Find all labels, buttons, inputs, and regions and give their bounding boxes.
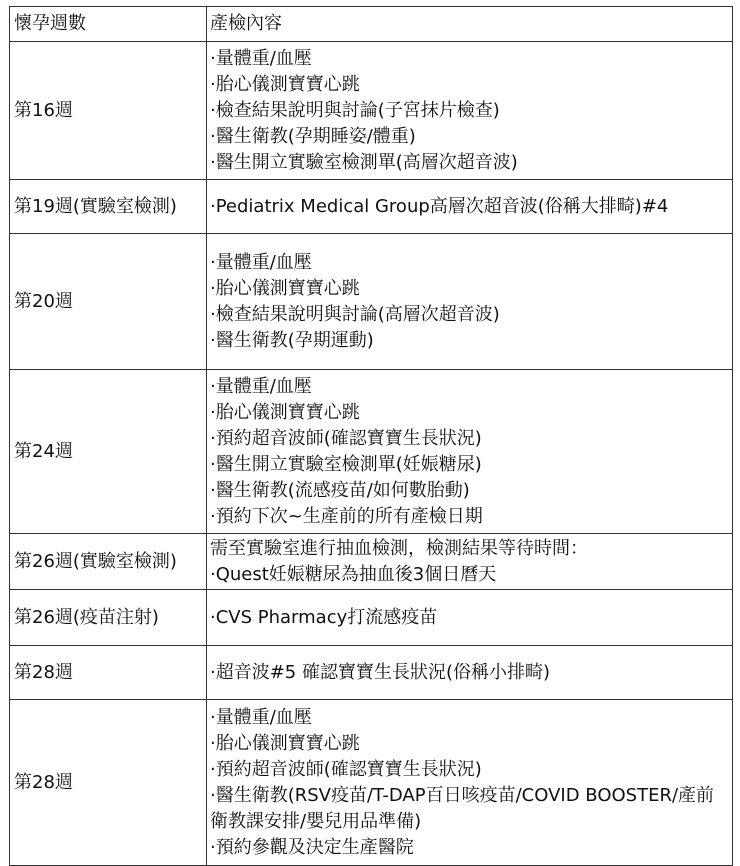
week-cell: 第16週 [10,42,207,180]
list-item: ·醫生衛教(RSV疫苗/T-DAP百日咳疫苗/COVID BOOSTER/產前衛教課安排/嬰兒用品準備) [210,784,715,832]
table-row [10,590,733,646]
week-cell: 第20週 [10,234,207,370]
table-row [10,234,733,370]
week-cell: 第28週 [10,700,207,866]
table-row [10,370,733,534]
table-row [10,646,733,700]
prenatal-checkup-table-container [9,6,733,866]
week-cell: 第26週(實驗室檢測) [10,534,207,590]
content-cell [207,42,733,180]
prenatal-checkup-table [9,6,733,866]
list-item: ·醫生衛教(孕期運動) [210,329,374,351]
list-item: ·Quest妊娠糖尿為抽血後3個日曆天 [210,563,497,585]
list-item: 需至實驗室進行抽血檢測，檢測結果等待時間： [210,537,588,559]
header-week: 懷孕週數 [10,7,207,42]
list-item: ·胎心儀測寶寶心跳 [210,401,360,423]
list-item: ·醫生開立實驗室檢測單(高層次超音波) [210,151,518,173]
content-cell [207,700,733,866]
week-cell: 第28週 [10,646,207,700]
content-cell [207,646,733,700]
content-cell [207,370,733,534]
list-item: ·胎心儀測寶寶心跳 [210,73,360,95]
list-item: ·檢查結果說明與討論(高層次超音波) [210,303,500,325]
content-cell [207,234,733,370]
week-cell: 第24週 [10,370,207,534]
list-item: ·CVS Pharmacy打流感疫苗 [210,606,438,628]
list-item: ·檢查結果說明與討論(子宮抹片檢查) [210,99,500,121]
table-row [10,534,733,590]
list-item: ·預約超音波師(確認寶寶生長狀況) [210,758,482,780]
list-item: ·Pediatrix Medical Group高層次超音波(俗稱大排畸)#4 [210,195,669,217]
list-item: ·胎心儀測寶寶心跳 [210,277,360,299]
list-item: ·量體重/血壓 [210,251,312,273]
table-row [10,42,733,180]
table-row [10,180,733,234]
content-cell [207,590,733,646]
list-item: ·預約下次~生產前的所有產檢日期 [210,505,483,527]
list-item: ·預約參觀及決定生產醫院 [210,836,414,858]
list-item: ·量體重/血壓 [210,706,312,728]
content-cell [207,180,733,234]
table-row [10,700,733,866]
header-content: 產檢內容 [207,7,733,42]
table-header-row [10,7,733,42]
week-cell: 第19週(實驗室檢測) [10,180,207,234]
list-item: ·醫生開立實驗室檢測單(妊娠糖尿) [210,453,482,475]
list-item: ·量體重/血壓 [210,375,312,397]
content-cell [207,534,733,590]
list-item: ·胎心儀測寶寶心跳 [210,732,360,754]
week-cell: 第26週(疫苗注射) [10,590,207,646]
list-item: ·量體重/血壓 [210,47,312,69]
list-item: ·醫生衛教(孕期睡姿/體重) [210,125,416,147]
list-item: ·預約超音波師(確認寶寶生長狀況) [210,427,482,449]
list-item: ·超音波#5 確認寶寶生長狀況(俗稱小排畸) [210,661,551,683]
list-item: ·醫生衛教(流感疫苗/如何數胎動) [210,479,470,501]
